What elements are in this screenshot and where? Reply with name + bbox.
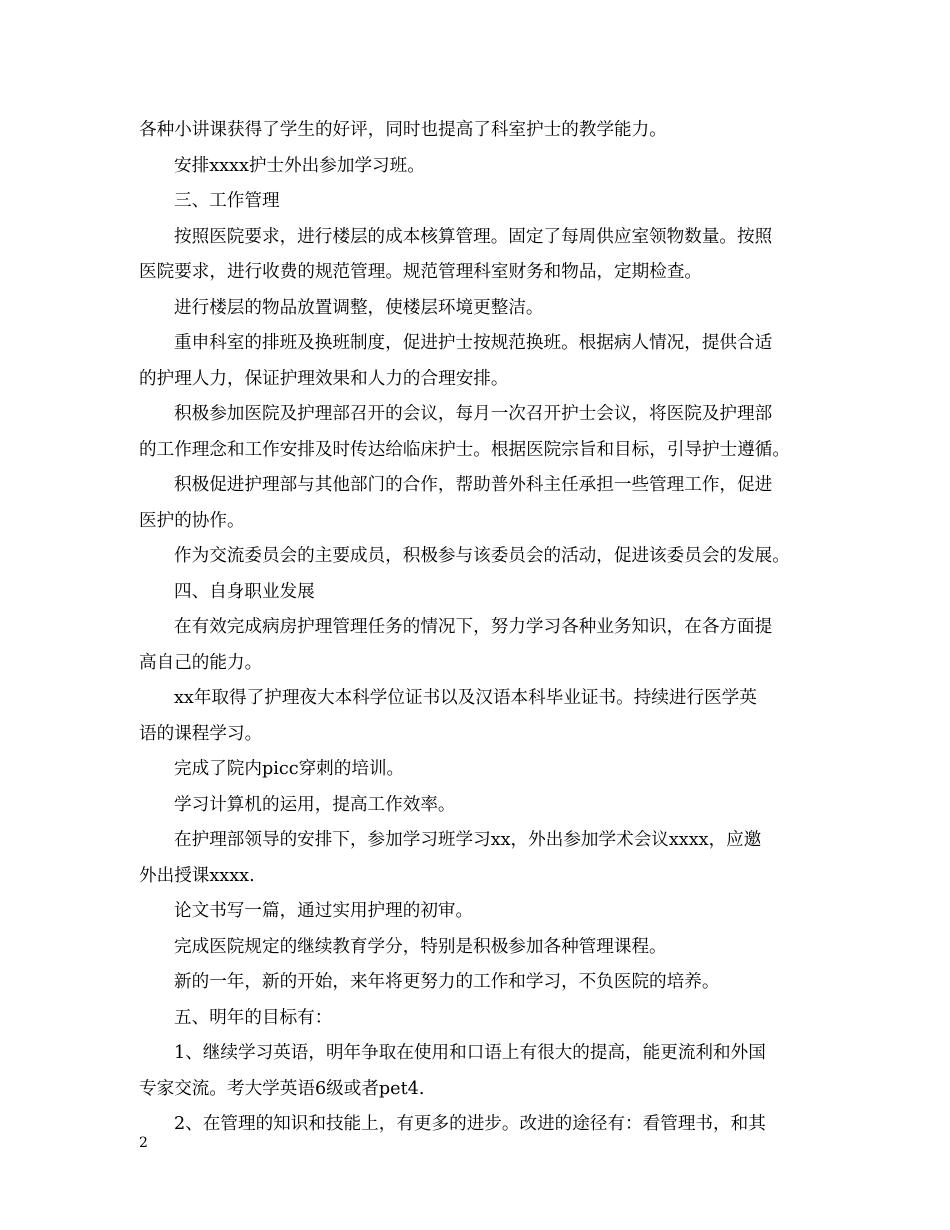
- text-line: 四、自身职业发展: [174, 581, 315, 602]
- text-line: 安排xxxx护士外出参加学习班。: [174, 155, 425, 176]
- text-line: 高自己的能力。: [139, 652, 263, 673]
- text-line: 医院要求，进行收费的规范管理。规范管理科室财务和物品，定期检查。: [139, 262, 703, 282]
- text-line: xx年取得了护理夜大本科学位证书以及汉语本科毕业证书。持续进行医学英: [174, 688, 757, 708]
- text-line: 积极参加医院及护理部召开的会议，每月一次召开护士会议，将医院及护理部: [174, 404, 773, 424]
- text-line: 重申科室的排班及换班制度，促进护士按规范换班。根据病人情况，提供合适: [174, 333, 773, 353]
- text-line: 完成了院内picc穿刺的培训。: [174, 759, 405, 779]
- text-line: 学习计算机的运用，提高工作效率。: [174, 794, 456, 815]
- text-line: 专家交流。考大学英语6级或者pet4.: [139, 1078, 425, 1099]
- text-line: 论文书写一篇，通过实用护理的初审。: [174, 901, 474, 921]
- text-line: 各种小讲课获得了学生的好评，同时也提高了科室护士的教学能力。: [139, 120, 667, 140]
- page-number: 2: [139, 1135, 148, 1151]
- text-line: 完成医院规定的继续教育学分，特别是积极参加各种管理课程。: [174, 936, 667, 957]
- text-line: 按照医院要求，进行楼层的成本核算管理。固定了每周供应室领物数量。按照: [174, 226, 773, 247]
- text-line: 作为交流委员会的主要成员，积极参与该委员会的活动，促进该委员会的发展。: [174, 546, 790, 566]
- text-line: 的工作理念和工作安排及时传达给临床护士。根据医院宗旨和目标，引导护士遵循。: [139, 439, 790, 460]
- text-line: 进行楼层的物品放置调整，使楼层环境更整洁。: [174, 297, 544, 318]
- text-line: 在护理部领导的安排下，参加学习班学习xx，外出参加学术会议xxxx，应邀: [174, 830, 762, 850]
- text-line: 1、继续学习英语，明年争取在使用和口语上有很大的提高，能更流利和外国: [174, 1043, 766, 1063]
- text-line: 积极促进护理部与其他部门的合作，帮助普外科主任承担一些管理工作，促进: [174, 475, 773, 495]
- text-line: 五、明年的目标有：: [174, 1007, 333, 1028]
- text-line: 的护理人力，保证护理效果和人力的合理安排。: [139, 368, 509, 389]
- text-line: 语的课程学习。: [139, 723, 263, 744]
- text-line: 三、工作管理: [174, 191, 280, 211]
- document-body: [139, 113, 825, 1143]
- text-line: 新的一年，新的开始，来年将更努力的工作和学习，不负医院的培养。: [174, 972, 720, 992]
- text-line: 在有效完成病房护理管理任务的情况下，努力学习各种业务知识，在各方面提: [174, 617, 773, 637]
- text-line: 医护的协作。: [139, 510, 245, 531]
- text-line: 2、在管理的知识和技能上，有更多的进步。改进的途径有：看管理书，和其: [174, 1114, 766, 1134]
- text-line: 外出授课xxxx.: [139, 865, 255, 886]
